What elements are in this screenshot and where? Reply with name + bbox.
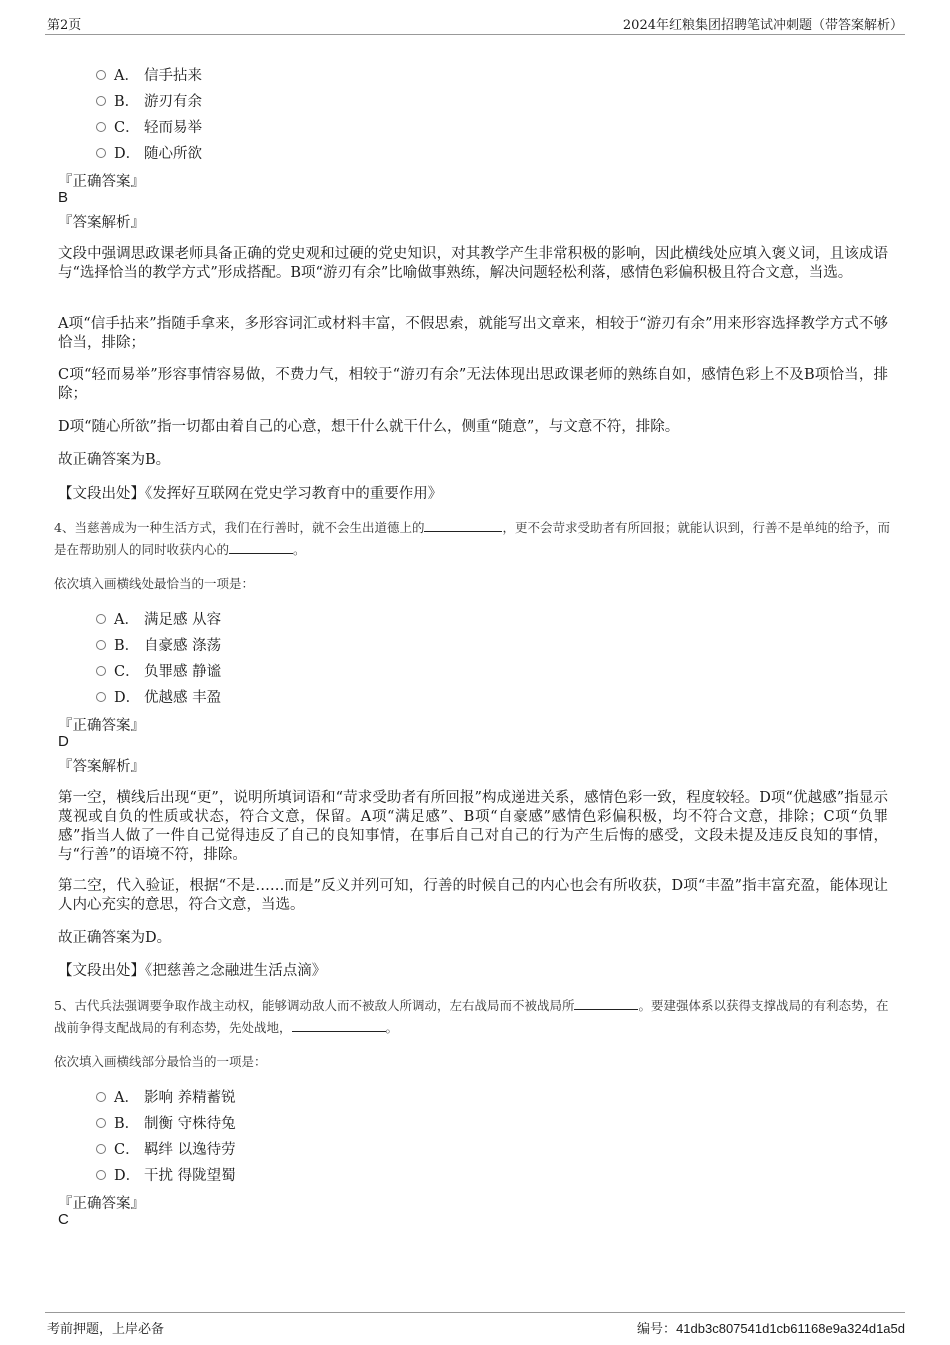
q4-analysis-label: 『答案解析』 <box>58 759 145 775</box>
page-number: 第2页 <box>47 18 82 33</box>
q4-blank-1 <box>424 519 502 532</box>
q3-option-c[interactable]: C． 轻而易举 <box>96 116 202 138</box>
radio-icon[interactable] <box>96 1118 106 1128</box>
q5-blank-2 <box>292 1019 386 1032</box>
radio-icon[interactable] <box>96 148 106 158</box>
q5-option-b[interactable]: B． 制衡 守株待兔 <box>96 1112 236 1134</box>
q5-answer-label: 『正确答案』 <box>58 1196 145 1212</box>
q3-option-a[interactable]: A． 信手拈来 <box>96 64 202 86</box>
page-header <box>45 10 905 35</box>
q4-answer: D <box>58 733 69 750</box>
q3-analysis-p3: C项“轻而易举”形容事情容易做，不费力气，相较于“游刃有余”无法体现出思政课老师的熟练自如，感情色彩上不及B项恰当，排除； <box>58 367 888 402</box>
radio-icon[interactable] <box>96 692 106 702</box>
radio-icon[interactable] <box>96 1144 106 1154</box>
document-title: 2024年红粮集团招聘笔试冲刺题（带答案解析） <box>622 18 903 33</box>
radio-icon[interactable] <box>96 1092 106 1102</box>
document-code: 编号：41db3c807541d1cb61168e9a324d1a5d <box>637 1321 905 1337</box>
q3-source: 【文段出处】《发挥好互联网在党史学习教育中的重要作用》 <box>58 486 443 502</box>
radio-icon[interactable] <box>96 70 106 80</box>
q5-stem: 5、古代兵法强调要争取作战主动权，能够调动敌人而不被敌人所调动，左右战局而不被战局所 。要建强体系以获得支撑战局的有利态势，在战前争得支配战局的有利态势，先处战地， 。 <box>54 998 889 1035</box>
q3-analysis-conclusion: 故正确答案为B。 <box>58 452 171 468</box>
q3-analysis-p4: D项“随心所欲”指一切都由着自己的心意，想干什么就干什么，侧重“随意”，与文意不符，排除。 <box>58 419 680 435</box>
q5-option-c[interactable]: C． 羁绊 以逸待劳 <box>96 1138 236 1160</box>
q4-analysis-p2: 第二空，代入验证，根据“不是……而是”反义并列可知，行善的时候自己的内心也会有所收获，D项“丰盈”指丰富充盈，能体现让人内心充实的意思，符合文意，当选。 <box>58 878 888 913</box>
q3-analysis-label: 『答案解析』 <box>58 215 145 231</box>
q3-analysis-p2: A项“信手拈来”指随手拿来，多形容词汇或材料丰富，不假思索，就能写出文章来，相较于“游刃有余”用来形容选择教学方式不够恰当，排除； <box>58 316 888 351</box>
q5-answer: C <box>58 1211 69 1228</box>
q3-answer-label: 『正确答案』 <box>58 174 145 190</box>
radio-icon[interactable] <box>96 640 106 650</box>
q3-answer: B <box>58 189 69 206</box>
radio-icon[interactable] <box>96 1170 106 1180</box>
q5-blank-1 <box>574 997 638 1010</box>
q4-prompt: 依次填入画横线处最恰当的一项是： <box>54 576 255 591</box>
q3-analysis-p1: 文段中强调思政课老师具备正确的党史观和过硬的党史知识，对其教学产生非常积极的影响，因此横线处应填入褒义词，且该成语与“选择恰当的教学方式”形成搭配。B项“游刃有余”比喻做事熟练，解决问题轻松利落，感情色彩偏积极且符合文意，当选。 <box>58 246 888 281</box>
q5-prompt: 依次填入画横线部分最恰当的一项是： <box>54 1054 267 1069</box>
q4-option-d[interactable]: D． 优越感 丰盈 <box>96 686 221 708</box>
footer-slogan: 考前押题，上岸必备 <box>47 1322 165 1337</box>
radio-icon[interactable] <box>96 96 106 106</box>
q3-option-d[interactable]: D． 随心所欲 <box>96 142 202 164</box>
q4-analysis-p1: 第一空，横线后出现“更”，说明所填词语和“苛求受助者有所回报”构成递进关系，感情色彩一致，程度较轻。D项“优越感”指显示蔑视或自负的性质或状态，符合文意，保留。A项“满足感”、B项“自豪感”感情色彩偏积极，均不符合文意，排除；C项“负罪感”指当人做了一件自己觉得违反了自己的良知事情，在事后自己对自己的行为产生后悔的感受，文段未提及违反良知的事情，与“行善”的语境不符，排除。 <box>58 790 888 863</box>
q4-option-b[interactable]: B． 自豪感 涤荡 <box>96 634 221 656</box>
q5-option-a[interactable]: A． 影响 养精蓄锐 <box>96 1086 236 1108</box>
radio-icon[interactable] <box>96 614 106 624</box>
radio-icon[interactable] <box>96 122 106 132</box>
radio-icon[interactable] <box>96 666 106 676</box>
q4-analysis-conclusion: 故正确答案为D。 <box>58 930 172 946</box>
page-footer <box>45 1312 905 1335</box>
q4-stem: 4、当慈善成为一种生活方式，我们在行善时，就不会生出道德上的 ，更不会苛求受助者有所回报；就能认识到，行善不是单纯的给予，而是在帮助别人的同时收获内心的 。 <box>54 520 890 557</box>
q4-option-a[interactable]: A． 满足感 从容 <box>96 608 221 630</box>
q4-option-c[interactable]: C． 负罪感 静谧 <box>96 660 221 682</box>
q4-source: 【文段出处】《把慈善之念融进生活点滴》 <box>58 963 327 979</box>
q4-blank-2 <box>229 541 293 554</box>
q4-answer-label: 『正确答案』 <box>58 718 145 734</box>
q3-option-b[interactable]: B． 游刃有余 <box>96 90 202 112</box>
q5-option-d[interactable]: D． 干扰 得陇望蜀 <box>96 1164 236 1186</box>
